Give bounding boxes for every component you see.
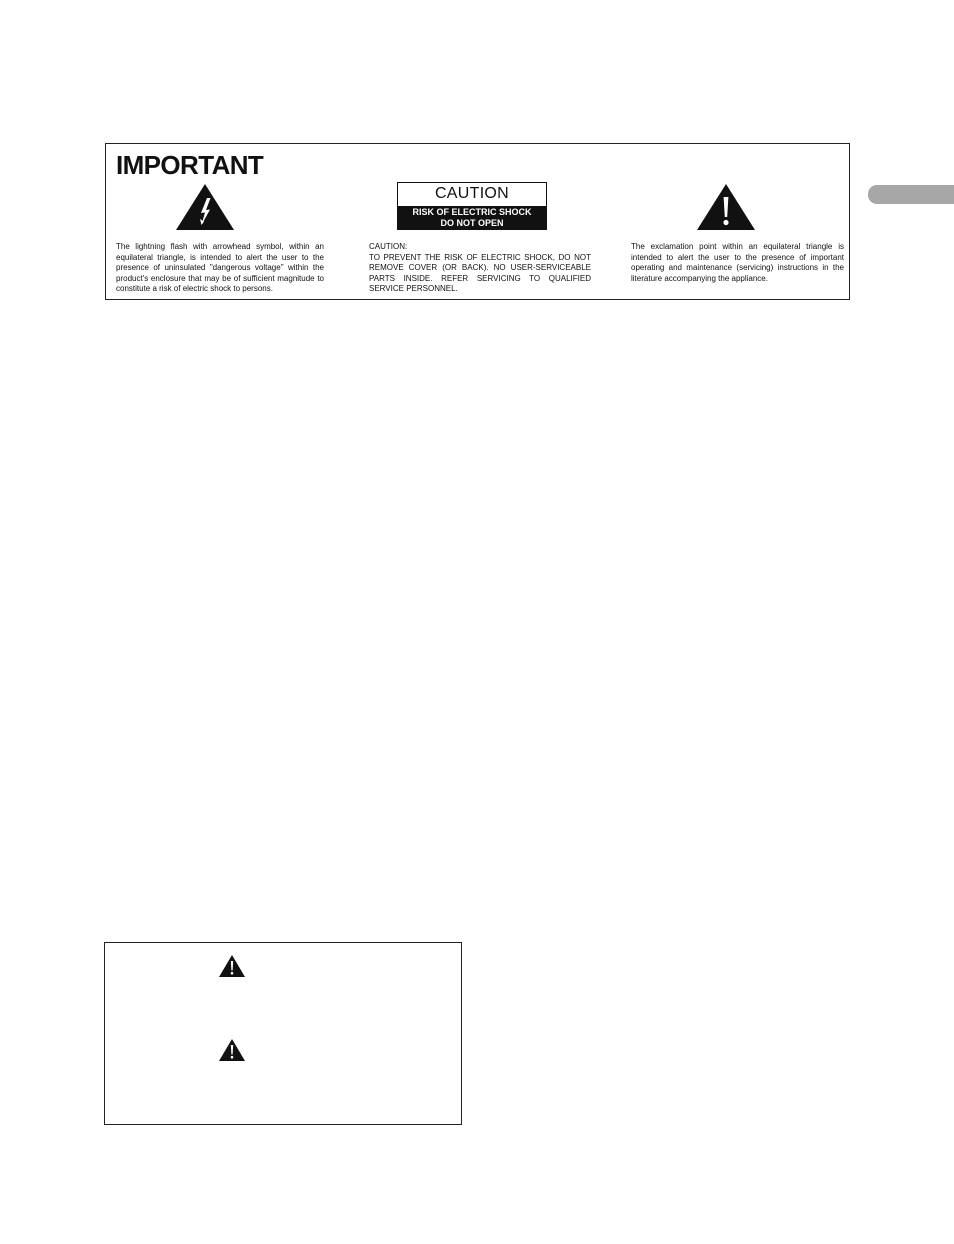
caution-label-line-1: RISK OF ELECTRIC SHOCK: [412, 207, 532, 217]
important-title: IMPORTANT: [116, 150, 264, 180]
important-safety-box: [105, 143, 850, 300]
caution-label: [397, 182, 547, 230]
caution-description: [369, 242, 591, 295]
warning-triangle-icon: [218, 1038, 246, 1062]
exclamation-triangle-icon: [695, 182, 757, 232]
caution-label-heading: CAUTION: [434, 185, 510, 202]
caution-description-body: TO PREVENT THE RISK OF ELECTRIC SHOCK, DO NOT REMOVE COVER (OR BACK). NO USER-SERVICEABLE PARTS INSIDE. REFER SERVICING TO QUALIFIED SERVICE PERSONNEL.: [369, 252, 591, 294]
lightning-symbol-description: The lightning flash with arrowhead symbol, within an equilateral triangle, is intended to alert the user to the presence of uninsulated "dangerous voltage" within the product's enclosure that may be of sufficient magnitude to constitute a risk of electric shock to persons.: [116, 242, 324, 294]
language-side-tab: [868, 185, 954, 204]
caution-description-heading: CAUTION:: [369, 242, 408, 251]
caution-label-strip: [398, 206, 546, 229]
lightning-triangle-icon: [174, 182, 236, 232]
caution-label-line-2: DO NOT OPEN: [440, 217, 504, 228]
warning-notice-box: [104, 942, 462, 1125]
warning-triangle-icon: [218, 954, 246, 978]
exclamation-symbol-description: The exclamation point within an equilateral triangle is intended to alert the user to the presence of important operating and maintenance (servicing) instructions in the literature accompanying the appliance.: [631, 242, 844, 283]
